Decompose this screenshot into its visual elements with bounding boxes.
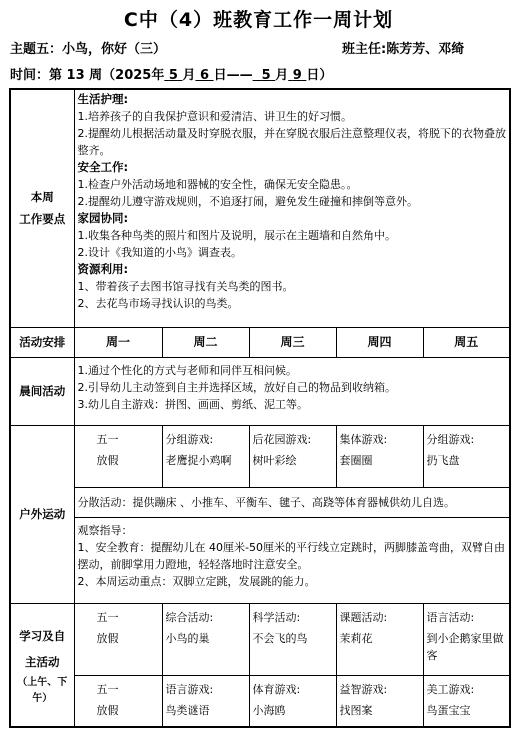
end-month: 5 xyxy=(261,68,271,83)
study-row-2 xyxy=(10,675,510,727)
days-header-row xyxy=(10,327,510,357)
study-cell-fri-2: 美工游戏: 鸟蛋宝宝 xyxy=(423,675,510,727)
morning-row xyxy=(10,357,510,425)
day-unit-1: 日—— xyxy=(213,68,253,83)
outdoor-observe xyxy=(74,517,510,603)
study-label: 学习及自 主活动 （上午、下 午） xyxy=(10,603,74,727)
study-cell-wed: 科学活动: 不会飞的鸟 xyxy=(249,603,336,675)
outdoor-scatter-row xyxy=(10,487,510,517)
day-mon: 周一 xyxy=(74,327,162,357)
study-cell-tue-2: 语言游戏: 鸟类谜语 xyxy=(162,675,249,727)
outdoor-label: 户外运动 xyxy=(10,425,74,603)
morning-content xyxy=(74,357,510,425)
outdoor-cell-wed: 后花园游戏: 树叶彩绘 xyxy=(249,425,336,487)
outdoor-cell-thu: 集体游戏: 套圈圈 xyxy=(336,425,423,487)
outdoor-observe-row xyxy=(10,517,510,603)
outdoor-cell-fri: 分组游戏: 扔飞盘 xyxy=(423,425,510,487)
study-cell-tue: 综合活动: 小鸟的巢 xyxy=(162,603,249,675)
weekly-points-row xyxy=(10,89,510,327)
start-day: 6 xyxy=(199,68,210,83)
day-wed: 周三 xyxy=(249,327,336,357)
schedule-label: 活动安排 xyxy=(10,327,74,357)
section-line: 2.提醒幼儿根据活动量及时穿脱衣服，并在穿脱衣服后注意整理仪表，将脱下的衣物叠放整齐。 xyxy=(77,127,506,157)
study-cell-wed-2: 体育游戏: 小海鸥 xyxy=(249,675,336,727)
observe-title: 观察指导： xyxy=(77,523,133,537)
section-title: 家园协同: xyxy=(77,211,129,225)
study-cell-thu-2: 益智游戏: 找图案 xyxy=(336,675,423,727)
time-prefix: 时间：第 13 周（2025年 xyxy=(10,68,165,83)
section-title: 资源利用: xyxy=(77,262,129,276)
section-line: 2.提醒幼儿遵守游戏规则，不追逐打闹，避免发生碰撞和摔倒等意外。 xyxy=(77,195,418,208)
morning-line: 2.引导幼儿主动签到自主并选择区域，放好自己的物品到收纳箱。 xyxy=(77,380,396,394)
month-unit-1: 月 xyxy=(182,68,196,83)
start-month: 5 xyxy=(168,68,178,83)
observe-line: 1、安全教育：提醒幼儿在 40厘米-50厘米的平行线立定跳时，两脚膝盖弯曲，双臂自由摆动，前脚掌用力蹬地，轻轻落地时注意安全。 xyxy=(77,540,505,571)
section-line: 2.设计《我知道的小鸟》调查表。 xyxy=(77,246,242,259)
end-day: 9 xyxy=(292,68,302,83)
time-range xyxy=(10,64,332,83)
study-cell-thu: 课题活动: 茉莉花 xyxy=(336,603,423,675)
outdoor-games-row xyxy=(10,425,510,487)
outdoor-cell-mon: 五一 放假 xyxy=(74,425,162,487)
day-unit-2: 日） xyxy=(306,68,333,83)
study-row-1 xyxy=(10,603,510,675)
observe-line: 2、本周运动重点：双脚立定跳，发展跳的能力。 xyxy=(77,574,316,588)
teacher-label: 班主任:陈芳芳、邓绮 xyxy=(342,42,465,57)
study-cell-fri: 语言活动: 到小企鹅家里做客 xyxy=(423,603,510,675)
morning-line: 1.通过个性化的方式与老师和同伴互相问候。 xyxy=(77,363,297,377)
month-unit-2: 月 xyxy=(275,68,289,83)
morning-label: 晨间活动 xyxy=(10,357,74,425)
section-line: 2、去花鸟市场寻找认识的鸟类。 xyxy=(77,297,239,310)
morning-line: 3.幼儿自主游戏：拼图、画画、剪纸、泥工等。 xyxy=(77,397,308,411)
outdoor-scatter: 分散活动：提供蹦床 、小推车、平衡车、毽子、高跷等体育器械供幼儿自选。 xyxy=(74,487,510,517)
weekly-plan-table xyxy=(9,88,511,728)
section-line: 1.培养孩子的自我保护意识和爱清洁、讲卫生的好习惯。 xyxy=(77,110,352,123)
day-thu: 周四 xyxy=(336,327,423,357)
section-line: 1、带着孩子去图书馆寻找有关鸟类的图书。 xyxy=(77,280,294,293)
weekly-points-content xyxy=(74,89,510,327)
section-title: 生活护理: xyxy=(77,92,129,106)
day-fri: 周五 xyxy=(423,327,510,357)
study-cell-mon: 五一 放假 xyxy=(74,603,162,675)
section-line: 1.收集各种鸟类的照片和图片及说明，展示在主题墙和自然角中。 xyxy=(77,229,396,242)
section-line: 1.检查户外活动场地和器械的安全性，确保无安全隐患。。 xyxy=(77,178,358,191)
theme-label: 主题五：小鸟，你好（三） xyxy=(10,42,167,57)
section-title: 安全工作: xyxy=(77,160,129,174)
study-cell-mon-2: 五一 放假 xyxy=(74,675,162,727)
outdoor-cell-tue: 分组游戏: 老鹰捉小鸡啊 xyxy=(162,425,249,487)
page-title: C中（4）班教育工作一周计划 xyxy=(123,9,394,31)
weekly-points-label: 本周 工作要点 xyxy=(10,89,74,327)
day-tue: 周二 xyxy=(162,327,249,357)
